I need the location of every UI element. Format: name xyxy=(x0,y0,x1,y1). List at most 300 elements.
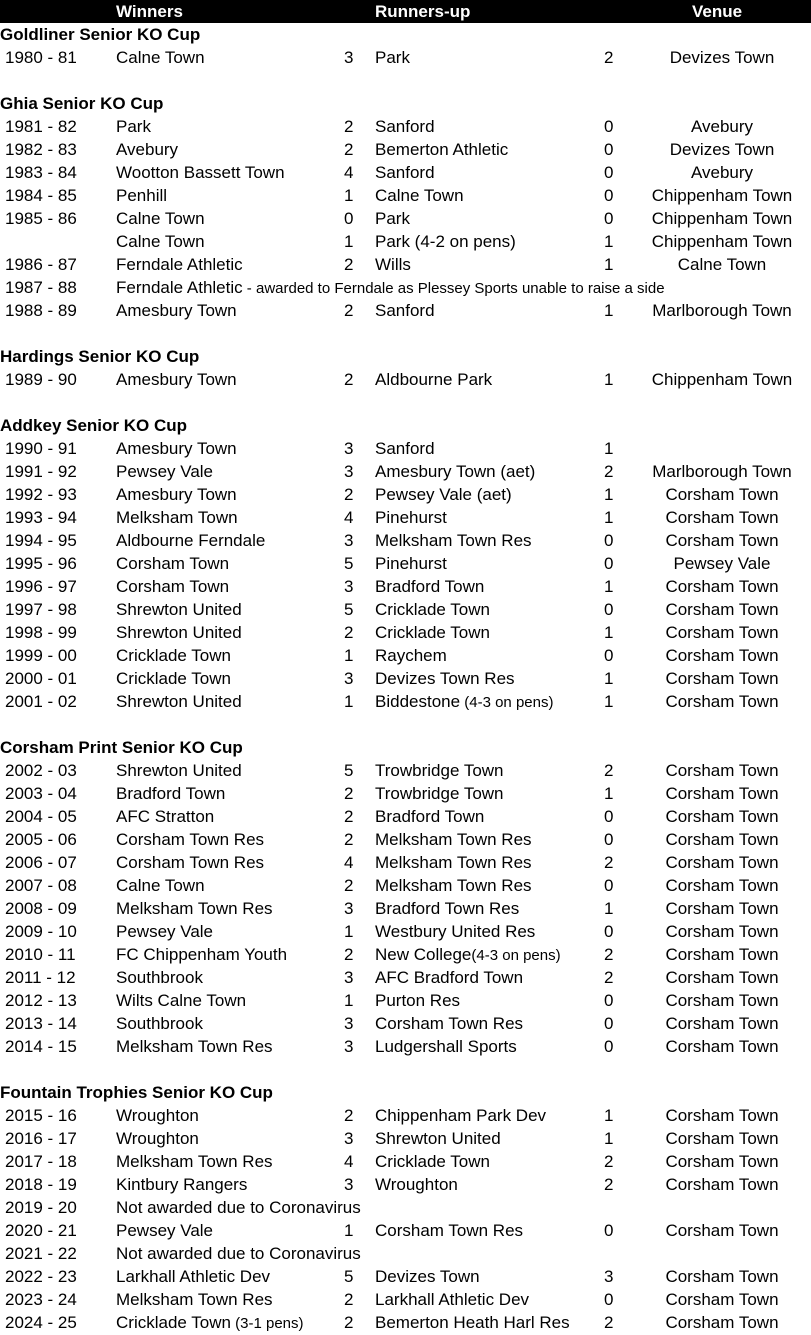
runner-up-name: Melksham Town Res xyxy=(375,830,532,849)
runner-up-score: 1 xyxy=(604,899,614,918)
winner-score: 4 xyxy=(344,508,354,527)
venue-cell: Corsham Town xyxy=(665,876,779,895)
season-cell: 2005 - 06 xyxy=(5,830,77,849)
venue-cell: Marlborough Town xyxy=(652,462,792,481)
winner-name: Pewsey Vale xyxy=(116,922,214,941)
table-row xyxy=(0,253,811,276)
runner-up-score: 2 xyxy=(604,761,614,780)
winner-cell xyxy=(116,1242,361,1265)
runner-up-name: Purton Res xyxy=(375,991,461,1010)
winner-cell xyxy=(116,920,213,943)
runner-up-cell xyxy=(375,437,435,460)
winner-score: 1 xyxy=(344,186,354,205)
winner-cell xyxy=(116,138,178,161)
section-title: Hardings Senior KO Cup xyxy=(0,347,200,366)
venue-cell: Corsham Town xyxy=(665,922,779,941)
winner-cell xyxy=(116,1104,199,1127)
table-row xyxy=(0,644,811,667)
winner-cell xyxy=(116,598,242,621)
runner-up-cell xyxy=(375,368,492,391)
table-row xyxy=(0,759,811,782)
table-row xyxy=(0,897,811,920)
winner-name: Park xyxy=(116,117,151,136)
runner-up-score: 1 xyxy=(604,370,614,389)
table-row xyxy=(0,460,811,483)
runner-up-cell xyxy=(375,1150,490,1173)
winner-name: Calne Town xyxy=(116,209,205,228)
winner-score: 2 xyxy=(344,876,354,895)
venue-cell: Corsham Town xyxy=(665,784,779,803)
winner-cell xyxy=(116,1127,199,1150)
venue-cell: Corsham Town xyxy=(665,508,779,527)
season-cell: 1981 - 82 xyxy=(5,117,77,136)
runner-up-name: Raychem xyxy=(375,646,447,665)
runner-up-score: 0 xyxy=(604,554,614,573)
venue-cell: Corsham Town xyxy=(665,669,779,688)
season-cell: 2014 - 15 xyxy=(5,1037,77,1056)
winner-name: Amesbury Town xyxy=(116,370,237,389)
venue-cell: Corsham Town xyxy=(665,968,779,987)
section-title: Goldliner Senior KO Cup xyxy=(0,25,201,44)
runner-up-cell xyxy=(375,1288,529,1311)
winner-cell xyxy=(116,1219,213,1242)
winner-name: Calne Town xyxy=(116,876,205,895)
season-cell: 1997 - 98 xyxy=(5,600,77,619)
runner-up-score: 0 xyxy=(604,991,614,1010)
winner-score: 0 xyxy=(344,209,354,228)
winner-name: Corsham Town Res xyxy=(116,830,265,849)
runner-up-score: 1 xyxy=(604,255,614,274)
runner-up-cell xyxy=(375,207,410,230)
runner-up-name: Park xyxy=(375,48,410,67)
venue-cell: Chippenham Town xyxy=(651,186,793,205)
award-note: - awarded to Ferndale as Plessey Sports unable to raise a side xyxy=(242,280,665,297)
runner-up-score: 1 xyxy=(604,508,614,527)
winner-score: 2 xyxy=(344,830,354,849)
winner-score: 4 xyxy=(344,1152,354,1171)
venue-cell: Corsham Town xyxy=(665,1014,779,1033)
winner-name: Bradford Town xyxy=(116,784,226,803)
runner-up-name: Sanford xyxy=(375,117,435,136)
winner-name: Southbrook xyxy=(116,968,203,987)
season-cell: 1995 - 96 xyxy=(5,554,77,573)
season-cell: 2013 - 14 xyxy=(5,1014,77,1033)
table-row xyxy=(0,46,811,69)
venue-cell: Corsham Town xyxy=(665,945,779,964)
table-row xyxy=(0,1288,811,1311)
season-cell: 2018 - 19 xyxy=(5,1175,77,1194)
season-cell: 1985 - 86 xyxy=(5,209,77,228)
venue-cell: Corsham Town xyxy=(665,623,779,642)
winner-score: 1 xyxy=(344,646,354,665)
venue-cell: Calne Town xyxy=(677,255,767,274)
winner-name: Cricklade Town xyxy=(116,669,231,688)
season-cell: 2020 - 21 xyxy=(5,1221,77,1240)
runner-up-cell xyxy=(375,184,464,207)
runner-up-cell xyxy=(375,1012,523,1035)
runner-up-name: Cricklade Town xyxy=(375,600,490,619)
table-row xyxy=(0,943,811,966)
winner-cell xyxy=(116,1311,304,1335)
runner-up-name: Cricklade Town xyxy=(375,1152,490,1171)
runner-up-score: 1 xyxy=(604,784,614,803)
section-title: Ghia Senior KO Cup xyxy=(0,94,164,113)
table-row xyxy=(0,506,811,529)
winner-score: 3 xyxy=(344,1129,354,1148)
season-cell: 2012 - 13 xyxy=(5,991,77,1010)
winner-score: 2 xyxy=(344,140,354,159)
season-cell: 2011 - 12 xyxy=(5,968,76,987)
winner-score: 1 xyxy=(344,922,354,941)
runner-up-score: 0 xyxy=(604,830,614,849)
season-cell: 2023 - 24 xyxy=(5,1290,77,1309)
runner-up-cell xyxy=(375,1219,523,1242)
runner-up-name: Westbury United Res xyxy=(375,922,536,941)
winner-name: Shrewton United xyxy=(116,761,242,780)
runner-up-name: Ludgershall Sports xyxy=(375,1037,517,1056)
runner-up-score: 0 xyxy=(604,186,614,205)
season-cell: 1986 - 87 xyxy=(5,255,77,274)
venue-cell: Corsham Town xyxy=(665,899,779,918)
winner-name: Amesbury Town xyxy=(116,439,237,458)
winner-name: Shrewton United xyxy=(116,600,242,619)
winner-score: 2 xyxy=(344,117,354,136)
season-cell: 1998 - 99 xyxy=(5,623,77,642)
runner-up-score: 0 xyxy=(604,922,614,941)
runner-up-cell xyxy=(375,1265,480,1288)
runner-up-name: Sanford xyxy=(375,301,435,320)
runner-up-score: 0 xyxy=(604,1221,614,1240)
winner-name: Penhill xyxy=(116,186,168,205)
table-row xyxy=(0,920,811,943)
runner-up-cell xyxy=(375,943,561,967)
season-cell: 2003 - 04 xyxy=(5,784,77,803)
runner-up-cell xyxy=(375,989,460,1012)
venue-cell: Corsham Town xyxy=(665,1221,779,1240)
winner-name: Corsham Town Res xyxy=(116,853,265,872)
runner-up-cell xyxy=(375,805,484,828)
winner-score: 3 xyxy=(344,669,354,688)
table-row xyxy=(0,299,811,322)
runner-up-name: Melksham Town Res xyxy=(375,853,532,872)
venue-cell: Marlborough Town xyxy=(652,301,792,320)
runner-up-note: (4-3 on pens) xyxy=(471,947,561,964)
table-row xyxy=(0,1265,811,1288)
winner-score: 1 xyxy=(344,1221,354,1240)
runner-up-score: 2 xyxy=(604,853,614,872)
winner-cell xyxy=(116,782,225,805)
winner-name: AFC Stratton xyxy=(116,807,215,826)
runner-up-name: Bradford Town xyxy=(375,807,485,826)
winner-name: Melksham Town xyxy=(116,508,238,527)
runner-up-score: 1 xyxy=(604,232,614,251)
venue-cell: Corsham Town xyxy=(665,485,779,504)
runner-up-cell xyxy=(375,230,516,253)
runner-up-name: Aldbourne Park xyxy=(375,370,493,389)
table-row xyxy=(0,1242,811,1265)
venue-cell: Chippenham Town xyxy=(651,232,793,251)
runner-up-cell xyxy=(375,552,447,575)
winner-name: Cricklade Town xyxy=(116,1313,231,1332)
table-row xyxy=(0,1173,811,1196)
runner-up-score: 0 xyxy=(604,807,614,826)
winner-score: 5 xyxy=(344,1267,354,1286)
winner-name: Avebury xyxy=(116,140,179,159)
table-header xyxy=(0,0,811,23)
runner-up-name: Bradford Town xyxy=(375,577,485,596)
winner-name: Corsham Town xyxy=(116,577,230,596)
runner-up-name: Amesbury Town (aet) xyxy=(375,462,536,481)
runner-up-name: Chippenham Park Dev xyxy=(375,1106,547,1125)
winner-name: Amesbury Town xyxy=(116,301,237,320)
venue-cell: Corsham Town xyxy=(665,600,779,619)
venue-cell: Corsham Town xyxy=(665,761,779,780)
runner-up-cell xyxy=(375,782,504,805)
winner-cell xyxy=(116,874,205,897)
winners-header: Winners xyxy=(116,2,183,21)
runner-up-score: 2 xyxy=(604,48,614,67)
winner-name: Kintbury Rangers xyxy=(116,1175,248,1194)
runner-up-cell xyxy=(375,667,515,690)
winner-name: Melksham Town Res xyxy=(116,1290,273,1309)
runner-up-cell xyxy=(375,920,535,943)
winner-cell xyxy=(116,989,246,1012)
table-row xyxy=(0,1012,811,1035)
section-spacer xyxy=(0,1058,811,1081)
table-row xyxy=(0,437,811,460)
runner-up-cell xyxy=(375,299,435,322)
table-row xyxy=(0,805,811,828)
runner-up-name: Melksham Town Res xyxy=(375,531,532,550)
winner-name: Amesbury Town xyxy=(116,485,237,504)
winner-note: (3-1 pens) xyxy=(230,1315,304,1332)
runner-up-name: Larkhall Athletic Dev xyxy=(375,1290,530,1309)
season-cell: 1987 - 88 xyxy=(5,278,77,297)
runner-up-name: Devizes Town xyxy=(375,1267,480,1286)
winner-score: 3 xyxy=(344,48,354,67)
table-row xyxy=(0,874,811,897)
runner-up-score: 0 xyxy=(604,209,614,228)
winner-name: Larkhall Athletic Dev xyxy=(116,1267,271,1286)
winner-name: Wilts Calne Town xyxy=(116,991,247,1010)
winner-cell xyxy=(116,552,229,575)
table-row xyxy=(0,184,811,207)
runner-up-name: Wroughton xyxy=(375,1175,458,1194)
table-row xyxy=(0,1219,811,1242)
season-cell: 2009 - 10 xyxy=(5,922,77,941)
winner-name: Cricklade Town xyxy=(116,646,231,665)
runner-up-name: Corsham Town Res xyxy=(375,1221,524,1240)
runner-up-cell xyxy=(375,1035,517,1058)
winner-name: Wroughton xyxy=(116,1129,199,1148)
runner-up-name: Pewsey Vale (aet) xyxy=(375,485,512,504)
runner-up-cell xyxy=(375,46,410,69)
season-cell: 2019 - 20 xyxy=(5,1198,77,1217)
runner-up-score: 0 xyxy=(604,163,614,182)
runner-up-cell xyxy=(375,575,484,598)
runner-up-name: Bemerton Athletic xyxy=(375,140,509,159)
winner-name: Calne Town xyxy=(116,232,205,251)
section-title: Fountain Trophies Senior KO Cup xyxy=(0,1083,273,1102)
runner-up-cell xyxy=(375,828,532,851)
runner-up-name: Sanford xyxy=(375,439,435,458)
runner-up-score: 1 xyxy=(604,439,614,458)
winner-score: 2 xyxy=(344,301,354,320)
winner-score: 2 xyxy=(344,784,354,803)
winner-name: Melksham Town Res xyxy=(116,899,273,918)
venue-cell: Corsham Town xyxy=(665,1313,779,1332)
table-row xyxy=(0,161,811,184)
venue-header: Venue xyxy=(692,2,743,21)
runner-up-name: Biddestone xyxy=(375,692,461,711)
runner-up-cell xyxy=(375,506,447,529)
winner-cell xyxy=(116,1012,203,1035)
venue-cell: Chippenham Town xyxy=(651,209,793,228)
winner-cell xyxy=(116,115,151,138)
winner-cell xyxy=(116,667,231,690)
winner-cell xyxy=(116,897,273,920)
runner-up-cell xyxy=(375,1104,546,1127)
runner-up-score: 2 xyxy=(604,1313,614,1332)
winner-score: 2 xyxy=(344,370,354,389)
runner-up-score: 2 xyxy=(604,945,614,964)
table-row xyxy=(0,1104,811,1127)
table-row xyxy=(0,230,811,253)
runner-up-score: 2 xyxy=(604,1175,614,1194)
table-row xyxy=(0,529,811,552)
runner-up-name: Pinehurst xyxy=(375,554,447,573)
results-table xyxy=(0,23,811,1334)
winner-score: 3 xyxy=(344,462,354,481)
season-cell: 2000 - 01 xyxy=(5,669,77,688)
season-cell: 2008 - 09 xyxy=(5,899,77,918)
venue-cell: Corsham Town xyxy=(665,1152,779,1171)
table-row xyxy=(0,368,811,391)
venue-cell: Corsham Town xyxy=(665,1129,779,1148)
table-row xyxy=(0,667,811,690)
section-spacer xyxy=(0,391,811,414)
table-row xyxy=(0,690,811,713)
venue-cell: Corsham Town xyxy=(665,991,779,1010)
table-row xyxy=(0,552,811,575)
runner-up-name: Park xyxy=(375,209,410,228)
season-cell: 1992 - 93 xyxy=(5,485,77,504)
winner-score: 2 xyxy=(344,485,354,504)
table-row xyxy=(0,115,811,138)
season-cell: 1994 - 95 xyxy=(5,531,77,550)
runner-up-score: 1 xyxy=(604,1106,614,1125)
runner-up-cell xyxy=(375,1173,458,1196)
season-cell: 1991 - 92 xyxy=(5,462,77,481)
winner-name: Not awarded due to Coronavirus xyxy=(116,1198,361,1217)
runner-up-score: 0 xyxy=(604,600,614,619)
winner-name: Shrewton United xyxy=(116,623,242,642)
runner-up-name: Bradford Town Res xyxy=(375,899,520,918)
season-cell: 1996 - 97 xyxy=(5,577,77,596)
venue-cell: Corsham Town xyxy=(665,531,779,550)
winner-score: 3 xyxy=(344,1037,354,1056)
season-cell: 2002 - 03 xyxy=(5,761,77,780)
winner-name: Not awarded due to Coronavirus xyxy=(116,1244,361,1263)
winner-cell xyxy=(116,276,665,300)
season-cell: 1999 - 00 xyxy=(5,646,77,665)
winner-name: Wootton Bassett Town xyxy=(116,163,285,182)
table-row xyxy=(0,1035,811,1058)
winner-score: 2 xyxy=(344,1290,354,1309)
winner-score: 3 xyxy=(344,1175,354,1194)
winner-cell xyxy=(116,1265,270,1288)
runner-up-score: 0 xyxy=(604,876,614,895)
season-cell: 2022 - 23 xyxy=(5,1267,77,1286)
runner-up-cell xyxy=(375,874,532,897)
venue-cell: Corsham Town xyxy=(665,577,779,596)
winner-name: Ferndale Athletic xyxy=(116,278,243,297)
winner-name: Shrewton United xyxy=(116,692,242,711)
runner-up-score: 0 xyxy=(604,117,614,136)
winner-score: 3 xyxy=(344,899,354,918)
season-cell: 1982 - 83 xyxy=(5,140,77,159)
season-cell: 1980 - 81 xyxy=(5,48,77,67)
winner-cell xyxy=(116,644,231,667)
season-cell: 1993 - 94 xyxy=(5,508,77,527)
season-cell: 2004 - 05 xyxy=(5,807,77,826)
runner-up-name: New College xyxy=(375,945,472,964)
winner-score: 1 xyxy=(344,991,354,1010)
winner-cell xyxy=(116,690,242,713)
season-cell: 1984 - 85 xyxy=(5,186,77,205)
winner-name: Ferndale Athletic xyxy=(116,255,243,274)
runner-up-cell xyxy=(375,966,523,989)
runner-up-score: 0 xyxy=(604,646,614,665)
venue-cell: Avebury xyxy=(690,117,754,136)
venue-cell: Corsham Town xyxy=(665,1290,779,1309)
winner-cell xyxy=(116,1035,273,1058)
winner-name: FC Chippenham Youth xyxy=(116,945,288,964)
winner-score: 5 xyxy=(344,600,354,619)
runner-up-score: 1 xyxy=(604,669,614,688)
winner-cell xyxy=(116,621,242,644)
runner-up-score: 2 xyxy=(604,462,614,481)
venue-cell: Corsham Town xyxy=(665,646,779,665)
winner-cell xyxy=(116,1150,273,1173)
runner-up-name: Corsham Town Res xyxy=(375,1014,524,1033)
winner-name: Melksham Town Res xyxy=(116,1037,273,1056)
winner-cell xyxy=(116,460,213,483)
runner-up-cell xyxy=(375,621,490,644)
runner-up-score: 1 xyxy=(604,1129,614,1148)
section-spacer xyxy=(0,69,811,92)
runner-up-name: Trowbridge Town xyxy=(375,761,504,780)
winner-cell xyxy=(116,483,237,506)
winner-score: 1 xyxy=(344,232,354,251)
venue-cell: Pewsey Vale xyxy=(673,554,771,573)
season-cell: 2016 - 17 xyxy=(5,1129,77,1148)
runner-up-score: 2 xyxy=(604,1152,614,1171)
venue-cell: Corsham Town xyxy=(665,1175,779,1194)
winner-cell xyxy=(116,437,237,460)
winner-name: Melksham Town Res xyxy=(116,1152,273,1171)
winner-cell xyxy=(116,253,243,276)
runner-up-cell xyxy=(375,759,504,782)
runner-up-name: Calne Town xyxy=(375,186,464,205)
runner-up-cell xyxy=(375,690,553,714)
season-cell: 1989 - 90 xyxy=(5,370,77,389)
winner-score: 4 xyxy=(344,853,354,872)
runner-up-cell xyxy=(375,897,519,920)
winner-cell xyxy=(116,1196,361,1219)
winner-name: Pewsey Vale xyxy=(116,462,214,481)
runner-up-score: 1 xyxy=(604,692,614,711)
